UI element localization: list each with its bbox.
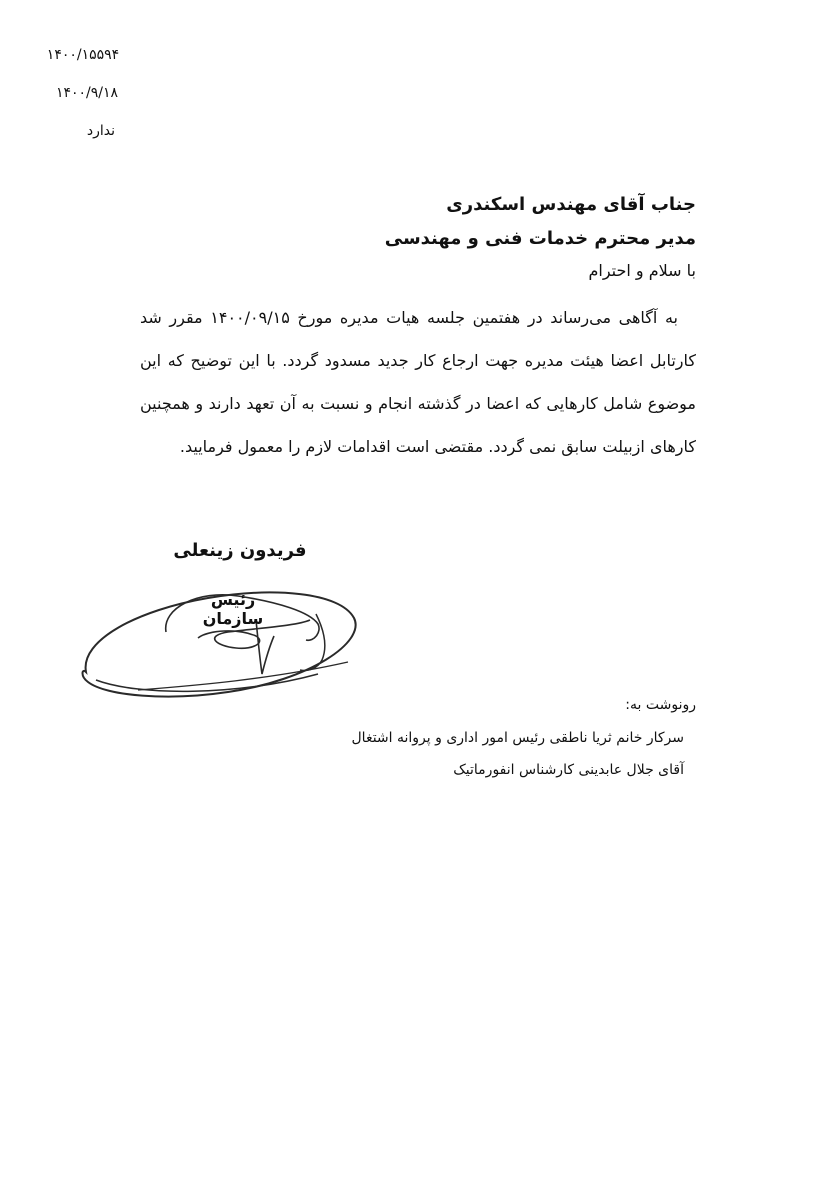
cc-item: سرکار خانم ثریا ناطقی رئیس امور اداری و پروانه اشتغال: [351, 730, 684, 746]
cc-title: رونوشت به:: [625, 697, 696, 713]
letter-body: به آگاهی می‌رساند در هفتمین جلسه هیات مدیره مورخ ۱۴۰۰/۰۹/۱۵ مقرر شد کارتابل اعضا هیئت مدیره جهت ارجاع کار جدید مسدود گردد. با این توضیح که این موضوع شامل کارهایی که اعضا در گذشته انجام و نسبت به آن تعهد دارند و همچنین کارهای ازبیلت سابق نمی گردد. مقتضی است اقدامات لازم را معمول فرمایید.: [140, 308, 696, 456]
cc-item: آقای جلال عابدینی کارشناس انفورماتیک: [453, 762, 684, 778]
letter-date: ۱۴۰۰/۹/۱۸: [55, 85, 119, 101]
greeting: با سلام و احترام: [588, 261, 696, 280]
cc-block: [276, 694, 696, 786]
recipient-name: جناب آقای مهندس اسکندری: [446, 194, 696, 215]
letter-number: ۱۴۰۰/۱۵۵۹۴: [46, 47, 120, 63]
letter-attachment: ندارد: [86, 123, 116, 139]
signatory-title: رئیس سازمان: [202, 590, 264, 628]
signatory-name: فریدون زینعلی: [173, 540, 307, 561]
recipient-position: مدیر محترم خدمات فنی و مهندسی: [384, 228, 696, 249]
cc-list: [276, 722, 696, 786]
recipient-block: [136, 188, 696, 286]
